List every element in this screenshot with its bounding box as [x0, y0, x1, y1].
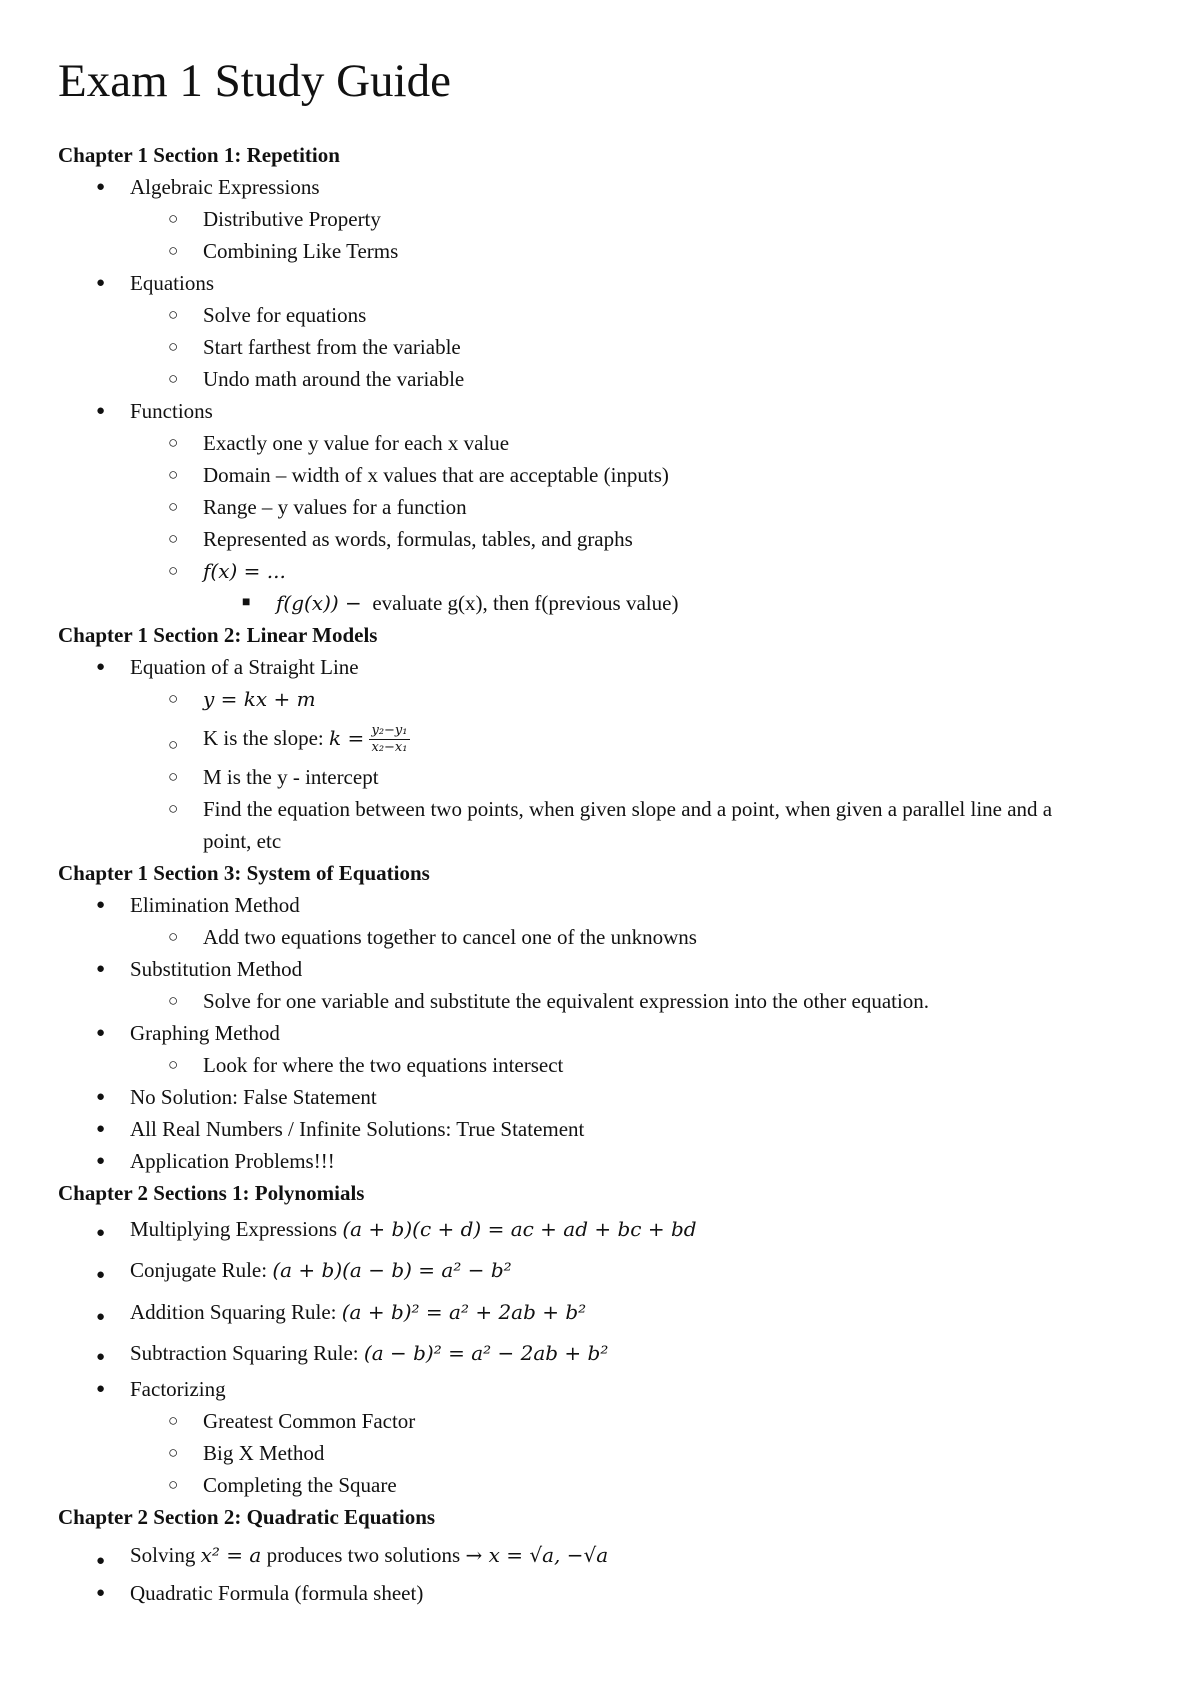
list-item: ○ Represented as words, formulas, tables, and graphs [58, 523, 1140, 555]
bullet-icon: ● [96, 1152, 106, 1169]
square-bullet-icon: ■ [242, 594, 251, 610]
list-item: ○ Solve for one variable and substitute the equivalent expression into the other equation. [58, 985, 1140, 1017]
math-expression: f(x) = ... [203, 558, 286, 583]
bullet-icon: ● [96, 1088, 106, 1105]
circle-bullet-icon: ○ [168, 1442, 179, 1462]
bullet-icon: ● [96, 402, 106, 419]
circle-bullet-icon: ○ [168, 926, 179, 946]
list-item: ○ Exactly one y value for each x value [58, 427, 1140, 459]
math-expression: f(g(x)) − [276, 590, 362, 615]
section-heading: Chapter 1 Section 2: Linear Models [58, 622, 378, 647]
list-item: ● Equations [58, 267, 1140, 299]
list-item: ● Quadratic Formula (formula sheet) [58, 1577, 1140, 1609]
circle-bullet-icon: ○ [168, 208, 179, 228]
list-item: ● Functions [58, 395, 1140, 427]
bullet-icon: ● [96, 274, 106, 291]
list-item: ● Graphing Method [58, 1017, 1140, 1049]
circle-bullet-icon: ○ [168, 240, 179, 260]
list-item: ● All Real Numbers / Infinite Solutions: True Statement [58, 1113, 1140, 1145]
section-list [58, 1209, 1140, 1501]
section-heading: Chapter 1 Section 1: Repetition [58, 142, 340, 167]
circle-bullet-icon: ○ [168, 734, 179, 754]
circle-bullet-icon: ○ [168, 336, 179, 356]
bullet-icon: ● [96, 1120, 106, 1137]
bullet-icon: ● [96, 1380, 106, 1397]
bullet-icon: ● [96, 1308, 106, 1325]
list-item: ● Solving x² = a produces two solutions → x = √a, −√a [58, 1533, 1140, 1577]
section-list [58, 651, 1140, 857]
circle-bullet-icon: ○ [168, 368, 179, 388]
section-heading: Chapter 2 Section 2: Quadratic Equations [58, 1504, 436, 1529]
list-item: ■ f(g(x)) − evaluate g(x), then f(previous value) [58, 587, 1140, 619]
section-heading: Chapter 1 Section 3: System of Equations [58, 860, 430, 885]
math-expression: y = kx + m [203, 686, 316, 711]
list-item: ● Substitution Method [58, 953, 1140, 985]
list-item: ○ Completing the Square [58, 1469, 1140, 1501]
list-item: ○ Undo math around the variable [58, 363, 1140, 395]
list-item: ● Conjugate Rule: (a + b)(a − b) = a² − b² [58, 1249, 1140, 1291]
list-item: ● Application Problems!!! [58, 1145, 1140, 1177]
section-list [58, 889, 1140, 1177]
list-item: ○ Distributive Property [58, 203, 1140, 235]
list-item: ● No Solution: False Statement [58, 1081, 1140, 1113]
circle-bullet-icon: ○ [168, 304, 179, 324]
list-item: ○ Combining Like Terms [58, 235, 1140, 267]
list-item: ● Factorizing [58, 1373, 1140, 1405]
circle-bullet-icon: ○ [168, 1054, 179, 1074]
math-expression: (a + b)(a − b) = a² − b² [272, 1257, 512, 1282]
bullet-icon: ● [96, 896, 106, 913]
math-expression: x² = a [200, 1542, 262, 1567]
list-item: ○ K is the slope: k = $\frac{\text{y₂−y₁}}{\text{x₂−x₁}}$ [58, 715, 1140, 761]
list-item: ● Algebraic Expressions [58, 171, 1140, 203]
circle-bullet-icon: ○ [168, 766, 179, 786]
circle-bullet-icon: ○ [168, 798, 179, 818]
bullet-icon: ● [96, 1024, 106, 1041]
list-item: ○ Start farthest from the variable [58, 331, 1140, 363]
list-item: ○ Solve for equations [58, 299, 1140, 331]
circle-bullet-icon: ○ [168, 688, 179, 708]
list-item: ● Equation of a Straight Line [58, 651, 1140, 683]
list-item: ● Subtraction Squaring Rule: (a − b)² = a² − 2ab + b² [58, 1333, 1140, 1373]
circle-bullet-icon: ○ [168, 432, 179, 452]
math-expression: k = [329, 725, 365, 750]
list-item: ○ Look for where the two equations intersect [58, 1049, 1140, 1081]
list-item: ○ Big X Method [58, 1437, 1140, 1469]
bullet-icon: ● [96, 1348, 106, 1365]
bullet-icon: ● [96, 1266, 106, 1283]
circle-bullet-icon: ○ [168, 464, 179, 484]
list-item: ● Addition Squaring Rule: (a + b)² = a² + 2ab + b² [58, 1291, 1140, 1333]
list-item [58, 683, 1140, 715]
math-expression: → x = √a, −√a [465, 1542, 609, 1567]
bullet-icon: ● [96, 1552, 106, 1569]
list-item: ○ Domain – width of x values that are acceptable (inputs) [58, 459, 1140, 491]
list-item: ○ Find the equation between two points, when given slope and a point, when given a parallel line and a point, etc [58, 793, 1140, 857]
bullet-icon: ● [96, 658, 106, 675]
math-expression: (a + b)(c + d) = ac + ad + bc + bd [342, 1216, 697, 1241]
list-item: ○ Range – y values for a function [58, 491, 1140, 523]
page-title: Exam 1 Study Guide [58, 55, 451, 107]
circle-bullet-icon: ○ [168, 496, 179, 516]
circle-bullet-icon: ○ [168, 528, 179, 548]
list-item: ● Elimination Method [58, 889, 1140, 921]
circle-bullet-icon: ○ [168, 1410, 179, 1430]
bullet-icon: ● [96, 178, 106, 195]
section-list [58, 171, 1140, 619]
slope-fraction: $\frac{\text{y₂−y₁}}{\text{x₂−x₁}}$ [371, 723, 408, 756]
bullet-icon: ● [96, 1224, 106, 1241]
list-item: ● Multiplying Expressions (a + b)(c + d) = ac + ad + bc + bd [58, 1209, 1140, 1249]
list-item: ○ Add two equations together to cancel one of the unknowns [58, 921, 1140, 953]
list-item: ○ Greatest Common Factor [58, 1405, 1140, 1437]
math-expression: (a − b)² = a² − 2ab + b² [363, 1340, 609, 1365]
bullet-icon: ● [96, 960, 106, 977]
circle-bullet-icon: ○ [168, 1474, 179, 1494]
section-list [58, 1533, 1140, 1609]
bullet-icon: ● [96, 1584, 106, 1601]
math-expression: (a + b)² = a² + 2ab + b² [341, 1299, 587, 1324]
circle-bullet-icon: ○ [168, 990, 179, 1010]
section-heading: Chapter 2 Sections 1: Polynomials [58, 1180, 365, 1205]
list-item [58, 555, 1140, 587]
circle-bullet-icon: ○ [168, 560, 179, 580]
list-item: ○ M is the y - intercept [58, 761, 1140, 793]
